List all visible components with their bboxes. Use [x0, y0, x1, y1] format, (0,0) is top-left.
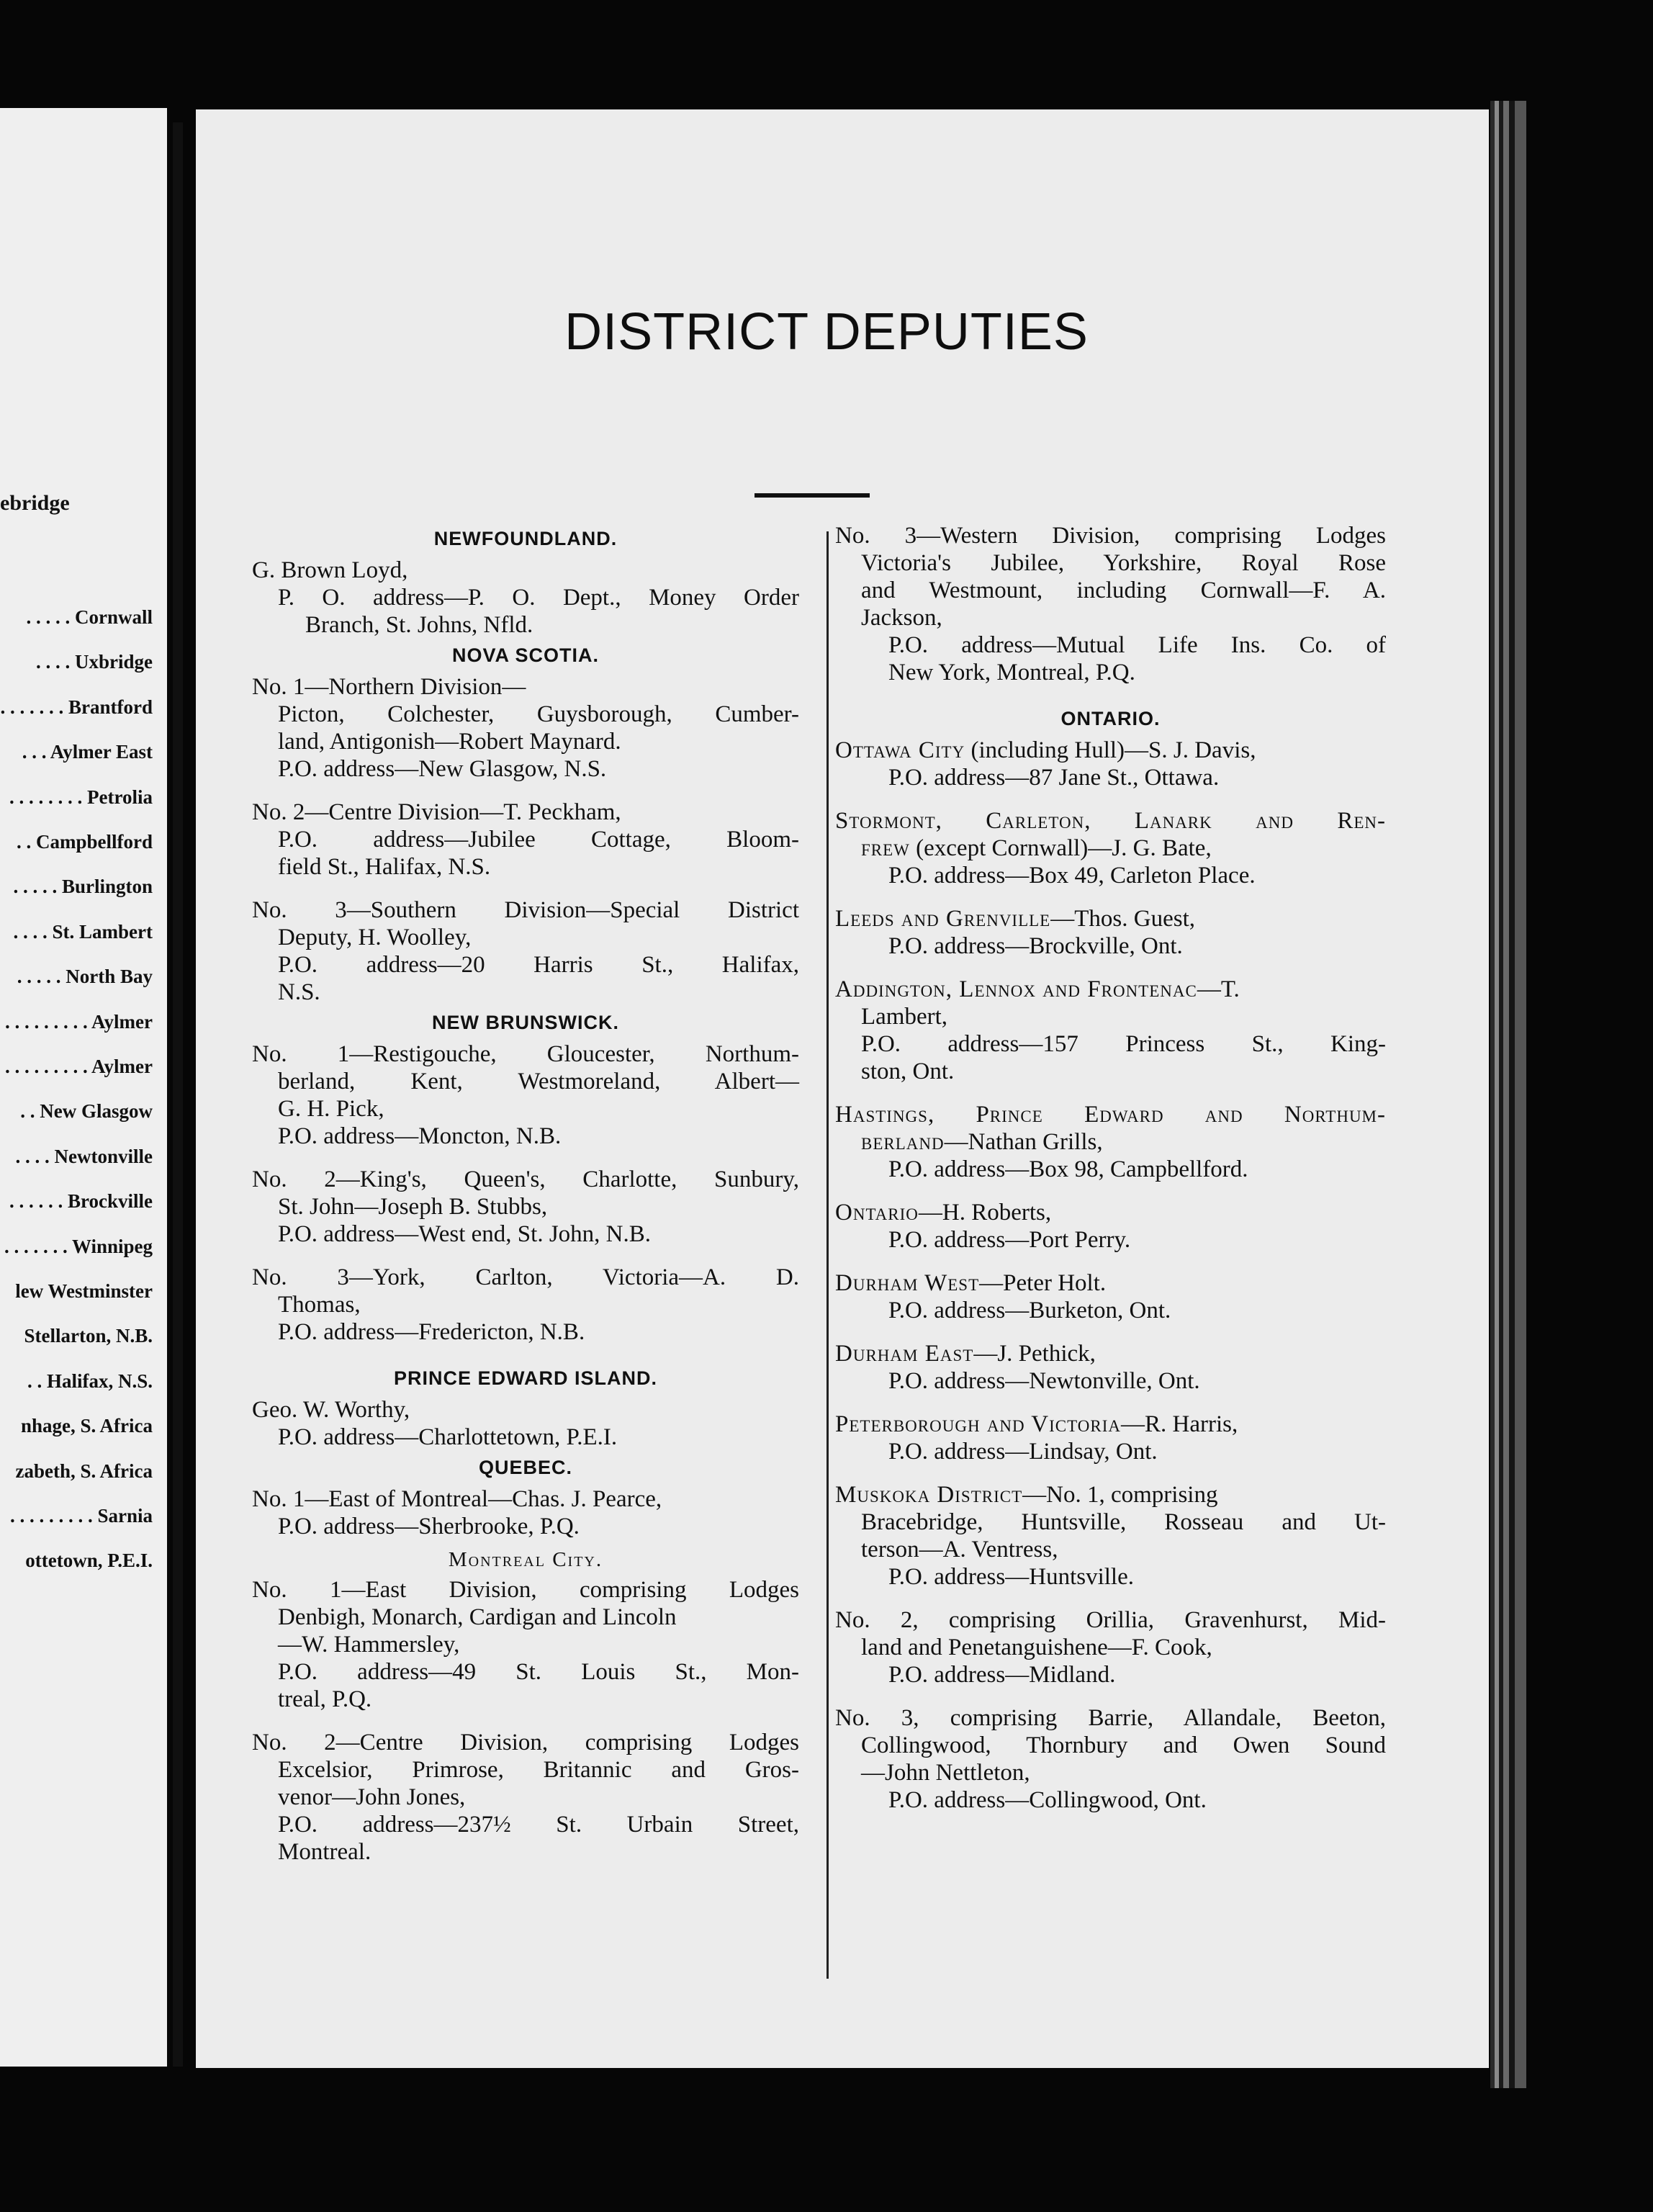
- deputy-entry: [252, 896, 799, 1006]
- entry-line: P.O. address—Fredericton, N.B.: [278, 1319, 585, 1345]
- entry-line: P.O. address—Box 49, Carleton Place.: [888, 863, 1256, 889]
- entry-line: Branch, St. Johns, Nfld.: [305, 612, 533, 638]
- deputy-entry: [252, 1040, 799, 1150]
- entry-line: P.O. address—Burketon, Ont.: [888, 1298, 1171, 1323]
- entry-line: P.O. address—237½ St. Urbain Street,: [278, 1812, 799, 1838]
- index-entry: . . . . . . . . . Aylmer: [5, 1010, 153, 1033]
- deputy-entry: [835, 1411, 1386, 1465]
- entry-line: No. 2, comprising Orillia, Gravenhurst, Mid-: [835, 1607, 1386, 1633]
- right-column: [835, 522, 1386, 1814]
- index-entry: . . Campbellford: [17, 831, 153, 853]
- left-facing-page: [0, 108, 167, 2067]
- entry-text: —H. Roberts,: [918, 1200, 1052, 1226]
- entry-line: No. 3, comprising Barrie, Allandale, Beeton,: [835, 1705, 1386, 1731]
- entry-line: treal, P.Q.: [278, 1686, 372, 1712]
- entry-line: Thomas,: [278, 1292, 361, 1318]
- district-label: Peterborough and Victoria: [835, 1411, 1121, 1437]
- entry-line: Excelsior, Primrose, Britannic and Gros-: [278, 1757, 799, 1783]
- index-entry: nhage, S. Africa: [20, 1415, 153, 1437]
- district-label: Ontario: [835, 1200, 919, 1226]
- index-entry: lew Westminster: [15, 1280, 153, 1302]
- deputy-entry: [835, 1199, 1386, 1254]
- entry-line: G. H. Pick,: [278, 1096, 384, 1122]
- entry-line: P.O. address—Box 98, Campbellford.: [888, 1156, 1248, 1182]
- index-entry: . . . . Uxbridge: [36, 651, 153, 673]
- index-entry: . . . . . . . Winnipeg: [4, 1235, 153, 1257]
- entry-line: No. 3—York, Carlton, Victoria—A. D.: [252, 1264, 799, 1290]
- index-entry: . . . Aylmer East: [22, 741, 153, 763]
- district-label: Leeds and Grenville: [835, 906, 1051, 932]
- entry-text: —Thos. Guest,: [1050, 906, 1195, 932]
- entry-line: P.O. address—Jubilee Cottage, Bloom-: [278, 827, 799, 853]
- title-rule: [755, 493, 870, 498]
- district-label: Durham East: [835, 1341, 974, 1367]
- index-entry: zabeth, S. Africa: [15, 1460, 153, 1482]
- entry-line: P.O. address—Brockville, Ont.: [888, 933, 1183, 959]
- entry-line: Bracebridge, Huntsville, Rosseau and Ut-: [861, 1509, 1386, 1535]
- entry-line: Collingwood, Thornbury and Owen Sound: [861, 1732, 1386, 1758]
- deputy-entry: [252, 557, 799, 639]
- deputy-entry: [835, 807, 1386, 889]
- entry-line: No. 3—Southern Division—Special District: [252, 897, 799, 923]
- entry-text: —Peter Holt.: [979, 1270, 1107, 1296]
- deputy-entry: [252, 1729, 799, 1866]
- deputy-entry: [252, 1396, 799, 1451]
- entry-line: No. 2—Centre Division, comprising Lodges: [252, 1730, 799, 1755]
- entry-line: P.O. address—Collingwood, Ont.: [888, 1787, 1207, 1813]
- entry-line: Montreal.: [278, 1839, 371, 1865]
- entry-line: Picton, Colchester, Guysborough, Cumber-: [278, 701, 799, 727]
- section-heading-quebec: QUEBEC.: [478, 1457, 573, 1478]
- deputy-entry: [835, 1269, 1386, 1324]
- section-heading-new-brunswick: NEW BRUNSWICK.: [432, 1012, 619, 1033]
- entry-text: —T.: [1197, 976, 1240, 1002]
- index-entry: Stellarton, N.B.: [24, 1325, 153, 1347]
- entry-line: P.O. address—Moncton, N.B.: [278, 1123, 562, 1149]
- left-column: [252, 522, 799, 1866]
- index-entry: . . . . . . . Brantford: [0, 696, 153, 718]
- entry-line: venor—John Jones,: [278, 1784, 466, 1810]
- deputy-entry: [835, 1606, 1386, 1689]
- entry-line: P.O. address—Mutual Life Ins. Co. of: [888, 632, 1386, 658]
- deputy-entry: [835, 1340, 1386, 1395]
- entry-line: Geo. W. Worthy,: [252, 1397, 410, 1423]
- page-gutter: [173, 122, 183, 2067]
- deputy-entry: [835, 1704, 1386, 1814]
- deputy-entry: [252, 799, 799, 881]
- index-partial-heading: ebridge: [0, 491, 70, 515]
- index-entry: . . . . Newtonville: [15, 1145, 153, 1167]
- entry-line: No. 1—East of Montreal—Chas. J. Pearce,: [252, 1486, 662, 1512]
- entry-line: Lambert,: [861, 1004, 948, 1030]
- entry-line: P. O. address—P. O. Dept., Money Order: [278, 585, 799, 611]
- entry-line: Denbigh, Monarch, Cardigan and Lincoln: [278, 1604, 677, 1630]
- entry-line: No. 1—Northern Division—: [252, 674, 526, 700]
- deputy-entry: [835, 737, 1386, 791]
- entry-line: field St., Halifax, N.S.: [278, 854, 491, 880]
- entry-line: P.O. address—49 St. Louis St., Mon-: [278, 1659, 799, 1685]
- deputy-entry: [835, 1101, 1386, 1183]
- entry-line: P.O. address—Midland.: [888, 1662, 1116, 1688]
- deputy-entry: [835, 976, 1386, 1085]
- district-label: Muskoka District: [835, 1482, 1023, 1508]
- district-label: Stormont, Carleton, Lanark and Ren-: [835, 808, 1386, 834]
- entry-line: G. Brown Loyd,: [252, 557, 408, 583]
- entry-line: land, Antigonish—Robert Maynard.: [278, 729, 621, 755]
- entry-line: —W. Hammersley,: [278, 1632, 460, 1658]
- entry-line: P.O. address—Newtonville, Ont.: [888, 1368, 1200, 1394]
- index-entry: . . New Glasgow: [20, 1100, 153, 1123]
- district-label: berland: [861, 1129, 945, 1155]
- entry-text: —J. Pethick,: [973, 1341, 1096, 1367]
- index-entry: . . . . . North Bay: [17, 966, 153, 988]
- deputy-entry: [252, 1166, 799, 1248]
- entry-line: —John Nettleton,: [861, 1760, 1030, 1786]
- entry-line: berland, Kent, Westmoreland, Albert—: [278, 1069, 799, 1094]
- entry-text: —Nathan Grills,: [944, 1129, 1103, 1155]
- deputy-entry: [252, 1576, 799, 1713]
- entry-line: P.O. address—20 Harris St., Halifax,: [278, 952, 799, 978]
- entry-line: No. 1—Restigouche, Gloucester, Northum-: [252, 1041, 799, 1067]
- entry-line: No. 1—East Division, comprising Lodges: [252, 1577, 799, 1603]
- index-entry: . . . . . . . . Petrolia: [9, 786, 153, 808]
- subheading-montreal-city: Montreal City.: [448, 1548, 603, 1571]
- entry-line: Jackson,: [861, 605, 942, 631]
- district-label: frew: [861, 835, 910, 861]
- deputy-entry: [252, 673, 799, 783]
- index-entry: . . . . . Burlington: [13, 876, 153, 898]
- entry-line: P.O. address—Sherbrooke, P.Q.: [278, 1514, 580, 1539]
- entry-text: (including Hull)—S. J. Davis,: [965, 737, 1256, 763]
- column-divider: [827, 531, 829, 1979]
- deputy-entry: [835, 1481, 1386, 1591]
- entry-line: St. John—Joseph B. Stubbs,: [278, 1194, 548, 1220]
- entry-text: —No. 1, comprising: [1022, 1482, 1218, 1508]
- entry-line: P.O. address—Charlottetown, P.E.I.: [278, 1424, 618, 1450]
- section-heading-newfoundland: NEWFOUNDLAND.: [433, 528, 618, 549]
- district-label: Ottawa City: [835, 737, 965, 763]
- entry-line: P.O. address—West end, St. John, N.B.: [278, 1221, 652, 1247]
- entry-line: New York, Montreal, P.Q.: [888, 660, 1135, 685]
- entry-line: No. 2—King's, Queen's, Charlotte, Sunbury,: [252, 1166, 799, 1192]
- page-title: DISTRICT DEPUTIES: [564, 303, 1089, 361]
- entry-line: N.S.: [278, 979, 320, 1005]
- entry-line: P.O. address—Port Perry.: [888, 1227, 1131, 1253]
- index-entry: . . . . St. Lambert: [13, 920, 153, 943]
- index-entry: . . . . . . . . . Aylmer: [5, 1056, 153, 1077]
- entry-text: —R. Harris,: [1121, 1411, 1238, 1437]
- district-label: Durham West: [835, 1270, 980, 1296]
- index-entry: ottetown, P.E.I.: [25, 1550, 153, 1572]
- index-entry: . . . . . . . . . Sarnia: [9, 1505, 153, 1527]
- book-page-edges: [1490, 101, 1526, 2088]
- entry-line: P.O. address—Lindsay, Ont.: [888, 1439, 1158, 1465]
- entry-line: P.O. address—Huntsville.: [888, 1564, 1134, 1590]
- deputy-entry: [835, 522, 1386, 686]
- entry-line: P.O. address—87 Jane St., Ottawa.: [888, 765, 1220, 791]
- entry-line: land and Penetanguishene—F. Cook,: [861, 1635, 1212, 1660]
- entry-line: and Westmount, including Cornwall—F. A.: [861, 577, 1386, 603]
- entry-text: (except Cornwall)—J. G. Bate,: [909, 835, 1212, 861]
- index-entry: . . . . . Cornwall: [26, 606, 153, 628]
- entry-line: No. 2—Centre Division—T. Peckham,: [252, 799, 621, 825]
- index-entry: . . . . . . Brockville: [9, 1190, 153, 1213]
- entry-line: terson—A. Ventress,: [861, 1537, 1058, 1563]
- deputy-entry: [835, 905, 1386, 960]
- district-label: Hastings, Prince Edward and Northum-: [835, 1102, 1386, 1128]
- entry-line: Deputy, H. Woolley,: [278, 925, 472, 950]
- deputy-entry: [252, 1485, 799, 1540]
- entry-line: ston, Ont.: [861, 1058, 955, 1084]
- section-heading-nova-scotia: NOVA SCOTIA.: [451, 644, 599, 666]
- entry-line: Victoria's Jubilee, Yorkshire, Royal Rose: [861, 550, 1386, 576]
- entry-line: P.O. address—New Glasgow, N.S.: [278, 756, 607, 782]
- deputy-entry: [252, 1264, 799, 1346]
- section-heading-pei: PRINCE EDWARD ISLAND.: [393, 1367, 657, 1389]
- entry-line: No. 3—Western Division, comprising Lodges: [835, 523, 1386, 549]
- index-entry: . . Halifax, N.S.: [27, 1370, 153, 1392]
- district-label: Addington, Lennox and Frontenac: [835, 976, 1197, 1002]
- entry-line: P.O. address—157 Princess St., King-: [861, 1031, 1386, 1057]
- section-heading-ontario: ONTARIO.: [1060, 708, 1161, 729]
